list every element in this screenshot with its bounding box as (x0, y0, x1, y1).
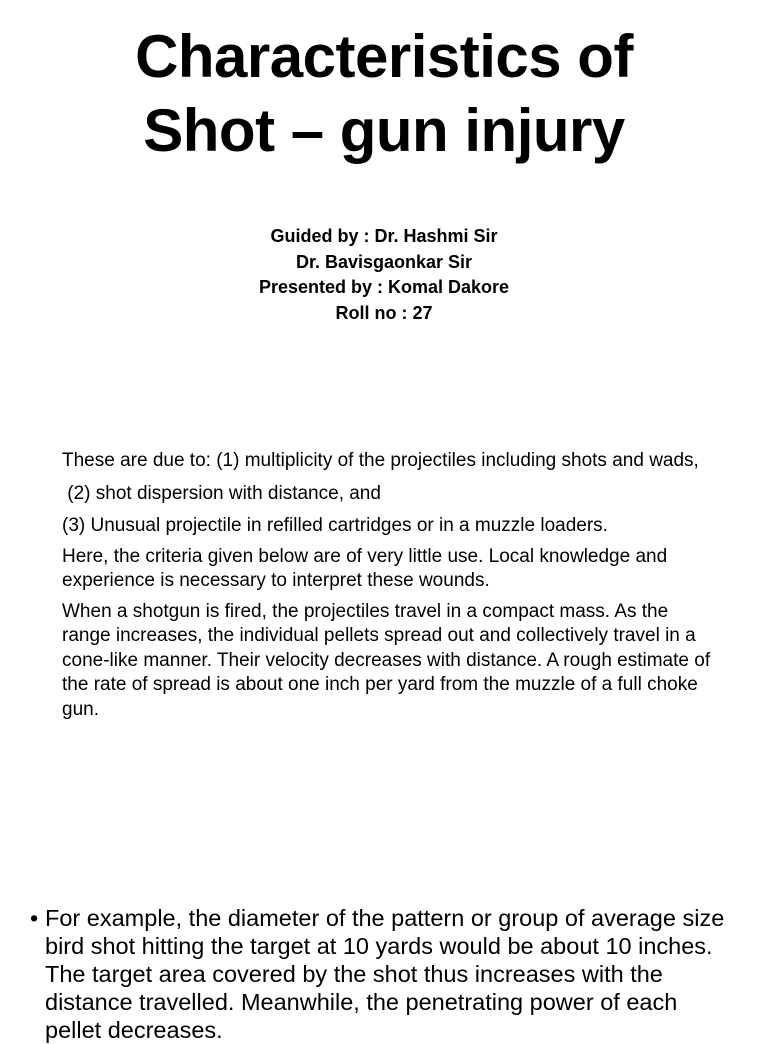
bullet-text: For example, the diameter of the pattern or group of average size bird shot hitting the target at 10 yards would be about 10 inches. The target area covered by the shot thus increases with the distance travelled. Meanwhile, the penetrating power of each pellet decreases. (45, 905, 725, 1043)
second-guide-line: Dr. Bavisgaonkar Sir (295, 251, 473, 272)
body-paragraph-causes: These are due to: (1) multiplicity of the projectiles including shots and wads, (62, 450, 699, 471)
guided-by-line: Guided by : Dr. Hashmi Sir (270, 226, 498, 246)
slide-title-line-1: Characteristics of (135, 23, 633, 90)
credits-block (0, 224, 768, 326)
bullet-point (30, 904, 730, 1044)
slide-title (0, 20, 768, 168)
slide-title-line-2: Shot – gun injury (143, 97, 625, 164)
body-paragraph-unusual-projectile: (3) Unusual projectile in refilled cartridges or in a muzzle loaders. (62, 515, 608, 536)
body-paragraph-criteria: Here, the criteria given below are of very little use. Local knowledge and experience is necessary to interpret these wounds. (62, 545, 668, 591)
roll-number-line: Roll no : 27 (335, 302, 433, 323)
body-text-block (62, 449, 722, 722)
presented-by-line: Presented by : Komal Dakore (258, 277, 510, 297)
body-paragraph-dispersion: (2) shot dispersion with distance, and (62, 482, 381, 504)
body-paragraph-shotgun-firing: When a shotgun is fired, the projectiles travel in a compact mass. As the range increases, the individual pellets spread out and collectively travel in a cone-like manner. Their velocity decreases with distance. A rough estimate of the rate of spread is about one inch per yard from the muzzle of a full choke gun. (62, 600, 711, 720)
bullet-marker: • (30, 905, 39, 931)
